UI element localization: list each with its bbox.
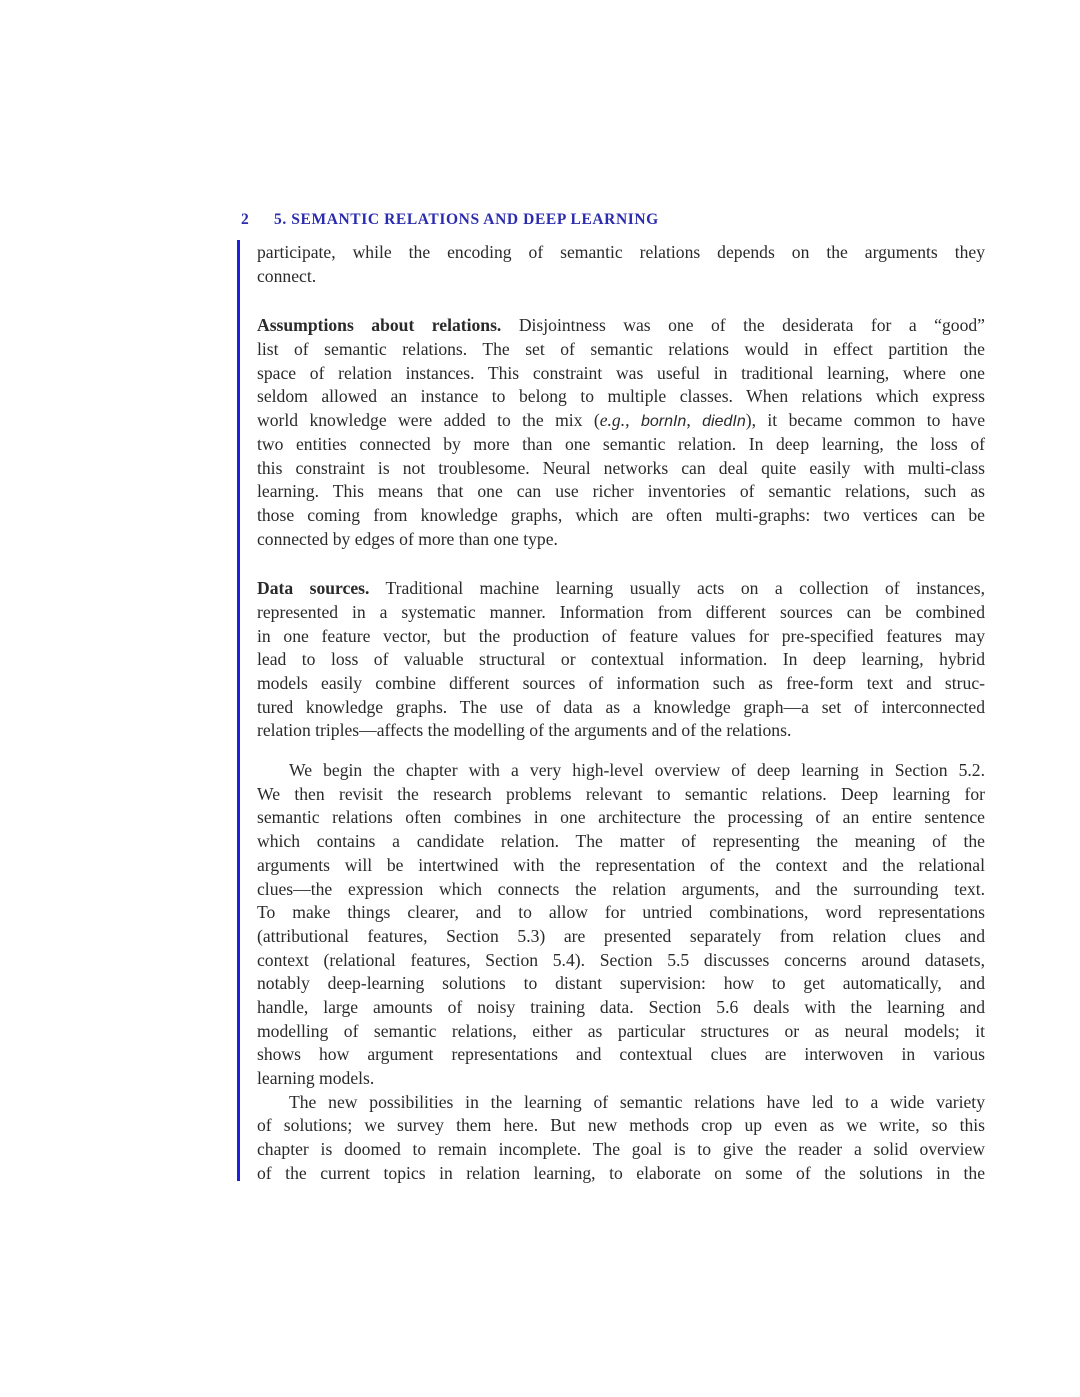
text-line: of solutions; we survey them here. But new methods crop up even as we write, so this (257, 1115, 985, 1136)
text-line: list of semantic relations. The set of semantic relations would in effect partition the (257, 339, 985, 360)
text-line: clues—the expression which connects the relation arguments, and the surrounding text. (257, 878, 985, 899)
paragraph (257, 1091, 985, 1186)
text-line: (attributional features, Section 5.3) are presented separately from relation clues and (257, 925, 985, 946)
text-line: seldom allowed an instance to belong to multiple classes. When relations which express (257, 386, 985, 407)
change-bar (237, 240, 240, 1181)
text-run: , (686, 410, 703, 431)
text-run: Traditional machine learning usually acts on a collection of instances, (369, 578, 985, 599)
text-run (630, 410, 641, 430)
text-line: two entities connected by more than one semantic relation. In deep learning, the loss of (257, 433, 985, 454)
page-number: 2 (241, 211, 250, 228)
text-line: The new possibilities in the learning of semantic relations have led to a wide variety (289, 1091, 985, 1112)
text-line: this constraint is not troublesome. Neural networks can deal quite easily with multi-class (257, 457, 985, 478)
paragraph (257, 759, 985, 1091)
text-line: of the current topics in relation learning, to elaborate on some of the solutions in the (257, 1162, 985, 1183)
text-run: world knowledge were added to the mix ( (257, 410, 600, 431)
text-line: connected by edges of more than one type. (257, 528, 558, 549)
text-line: learning models. (257, 1068, 375, 1088)
text-line: learning. This means that one can use richer inventories of semantic relations, such as (257, 481, 985, 502)
run-in-heading: Assumptions about relations. (257, 315, 502, 336)
text-line: modelling of semantic relations, either as particular structures or as neural models; it (257, 1020, 985, 1041)
text-line: shows how argument representations and contextual clues are interwoven in various (257, 1044, 985, 1065)
text-line: models easily combine different sources of information such as free-form text and struc- (257, 673, 985, 693)
page-body (257, 241, 985, 1185)
run-in-heading: Data sources. (257, 578, 370, 599)
text-line: space of relation instances. This constraint was useful in traditional learning, where one (257, 362, 985, 383)
text-line: which contains a candidate relation. The matter of representing the meaning of the (257, 831, 985, 852)
text-line: handle, large amounts of noisy training data. Section 5.6 deals with the learning and (257, 996, 985, 1017)
text-line: arguments will be intertwined with the representation of the context and the relational (257, 854, 985, 875)
text-line: chapter is doomed to remain incomplete. The goal is to give the reader a solid overview (257, 1139, 985, 1160)
text-line: To make things clearer, and to allow for untried combinations, word representations (257, 902, 985, 923)
text-run: ), it became common to have (745, 410, 985, 431)
text-line: notably deep-learning solutions to distant supervision: how to get automatically, and (257, 973, 985, 994)
text-line (257, 314, 985, 338)
paragraph (257, 314, 985, 551)
text-line: participate, while the encoding of semantic relations depends on the arguments they (257, 242, 985, 262)
text-run: Disjointness was one of the desiderata for a “good” (501, 315, 985, 336)
text-line: those coming from knowledge graphs, which are often multi-graphs: two vertices can be (257, 504, 985, 525)
running-header (241, 211, 659, 229)
text-line: We then revisit the research problems relevant to semantic relations. Deep learning for (257, 783, 985, 804)
text-line: context (relational features, Section 5.4). Section 5.5 discusses concerns around datasets, (257, 949, 985, 970)
running-title: 5. SEMANTIC RELATIONS AND DEEP LEARNING (274, 211, 659, 228)
emphasis: diedIn (702, 413, 746, 431)
emphasis: e.g., (599, 410, 630, 431)
paragraph (257, 241, 985, 288)
text-line (257, 409, 985, 433)
text-line (257, 577, 985, 601)
text-line: We begin the chapter with a very high-level overview of deep learning in Section 5.2. (289, 760, 985, 781)
text-line: semantic relations often combines in one architecture the processing of an entire sentence (257, 807, 985, 828)
text-line: represented in a systematic manner. Information from different sources can be combined (257, 601, 985, 622)
text-line: tured knowledge graphs. The use of data as a knowledge graph—a set of interconnected (257, 696, 985, 717)
text-line: connect. (257, 265, 317, 286)
paragraph (257, 577, 985, 743)
text-line: in one feature vector, but the production of feature values for pre-specified features may (257, 625, 985, 646)
text-line: lead to loss of valuable structural or contextual information. In deep learning, hybrid (257, 649, 985, 670)
emphasis: bornIn (640, 413, 687, 431)
text-line: relation triples—affects the modelling of the arguments and of the relations. (257, 720, 792, 741)
